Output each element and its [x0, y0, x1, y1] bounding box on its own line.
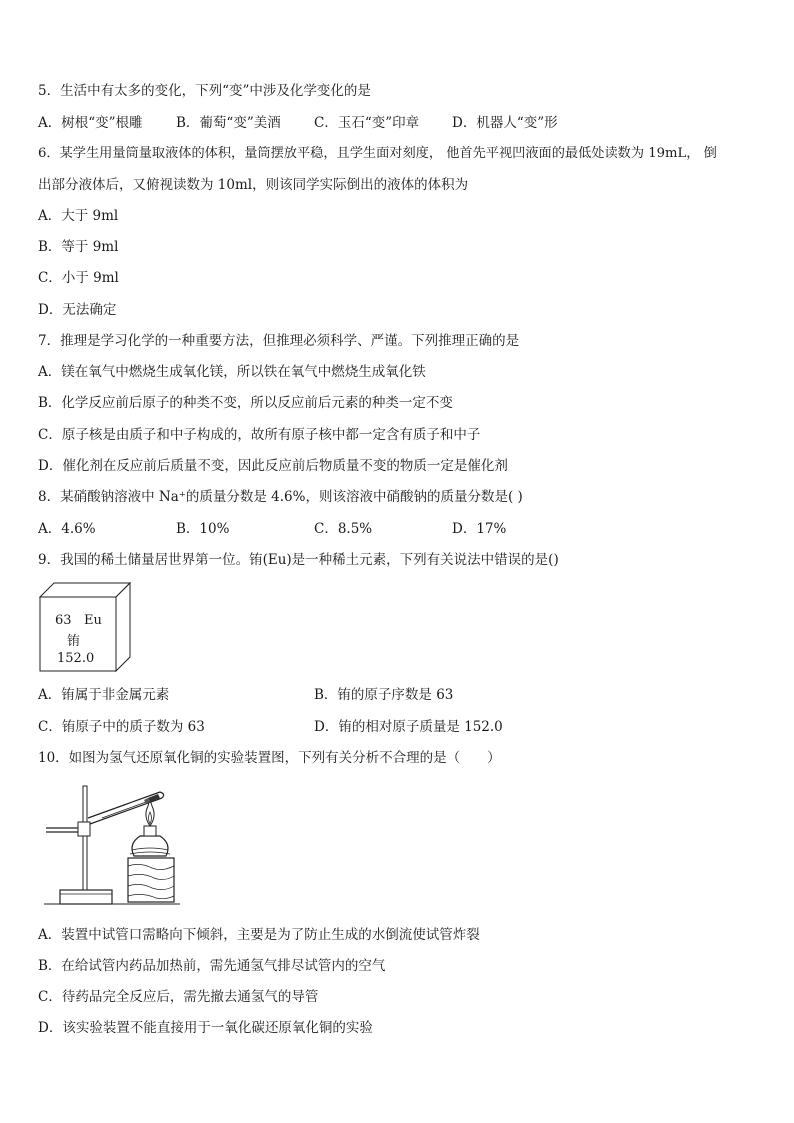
q6-stem-line2: 出部分液体后，又俯视读数为 10ml，则该同学实际倒出的液体的体积为: [38, 177, 469, 193]
q5-option-b: B．葡萄“变”美酒: [176, 115, 281, 131]
q5-option-c: C．玉石“变”印章: [314, 115, 420, 131]
element-name: 铕: [67, 634, 81, 649]
q10-option-a: A．装置中试管口需略向下倾斜，主要是为了防止生成的水倒流使试管炸裂: [38, 927, 480, 943]
element-mass: 152.0: [57, 651, 95, 666]
q9-option-c: C．铕原子中的质子数为 63: [38, 719, 205, 735]
q5-option-d: D．机器人“变”形: [452, 115, 558, 131]
q6-option-a: A．大于 9ml: [38, 208, 119, 224]
apparatus-diagram: [44, 778, 184, 910]
hydrogen-reduction-apparatus: [44, 778, 184, 910]
q10-option-c: C．待药品完全反应后，需先撤去通氢气的导管: [38, 989, 319, 1005]
q8-option-b: B．10%: [176, 521, 230, 537]
q5-option-a: A．树根“变”根雕: [38, 115, 143, 131]
q7-option-a: A．镁在氧气中燃烧生成氧化镁，所以铁在氧气中燃烧生成氧化铁: [38, 364, 426, 380]
element-symbol: Eu: [84, 613, 102, 628]
q9-option-d: D．铕的相对原子质量是 152.0: [314, 719, 503, 735]
q5-stem: 5．生活中有太多的变化，下列“变”中涉及化学变化的是: [38, 83, 371, 99]
q6-stem-line1: 6．某学生用量筒量取液体的体积，量筒摆放平稳，且学生面对刻度， 他首先平视凹液面的最低处读数为 19mL， 倒: [38, 146, 717, 161]
q6-option-d: D．无法确定: [38, 302, 117, 318]
q9-stem: 9．我国的稀土储量居世界第一位。铕(Eu)是一种稀土元素，下列有关说法中错误的是(): [38, 552, 559, 568]
element-card: [38, 581, 138, 673]
q7-option-c: C．原子核是由质子和中子构成的，故所有原子核中都一定含有质子和中子: [38, 427, 481, 443]
q7-stem: 7．推理是学习化学的一种重要方法，但推理必须科学、严谨。下列推理正确的是: [38, 333, 520, 349]
q8-option-d: D．17%: [452, 521, 507, 537]
q8-option-a: A．4.6%: [38, 521, 96, 537]
q10-stem: 10．如图为氢气还原氧化铜的实验装置图，下列有关分析不合理的是（ ）: [38, 750, 501, 766]
q7-option-d: D．催化剂在反应前后质量不变，因此反应前后物质量不变的物质一定是催化剂: [38, 458, 508, 474]
q6-option-c: C．小于 9ml: [38, 270, 119, 286]
q8-option-c: C．8.5%: [314, 521, 373, 537]
q10-option-b: B．在给试管内药品加热前，需先通氢气排尽试管内的空气: [38, 958, 386, 974]
q10-option-d: D．该实验装置不能直接用于一氧化碳还原氧化铜的实验: [38, 1020, 373, 1036]
q8-stem: 8．某硝酸钠溶液中 Na⁺的质量分数是 4.6%，则该溶液中硝酸钠的质量分数是( ): [38, 489, 523, 505]
q7-option-b: B．化学反应前后原子的种类不变，所以反应前后元素的种类一定不变: [38, 395, 453, 411]
q6-option-b: B．等于 9ml: [38, 239, 119, 255]
q9-option-b: B．铕的原子序数是 63: [314, 687, 454, 703]
element-atomic-number: 63: [55, 613, 72, 628]
q9-option-a: A．铕属于非金属元素: [38, 687, 170, 703]
